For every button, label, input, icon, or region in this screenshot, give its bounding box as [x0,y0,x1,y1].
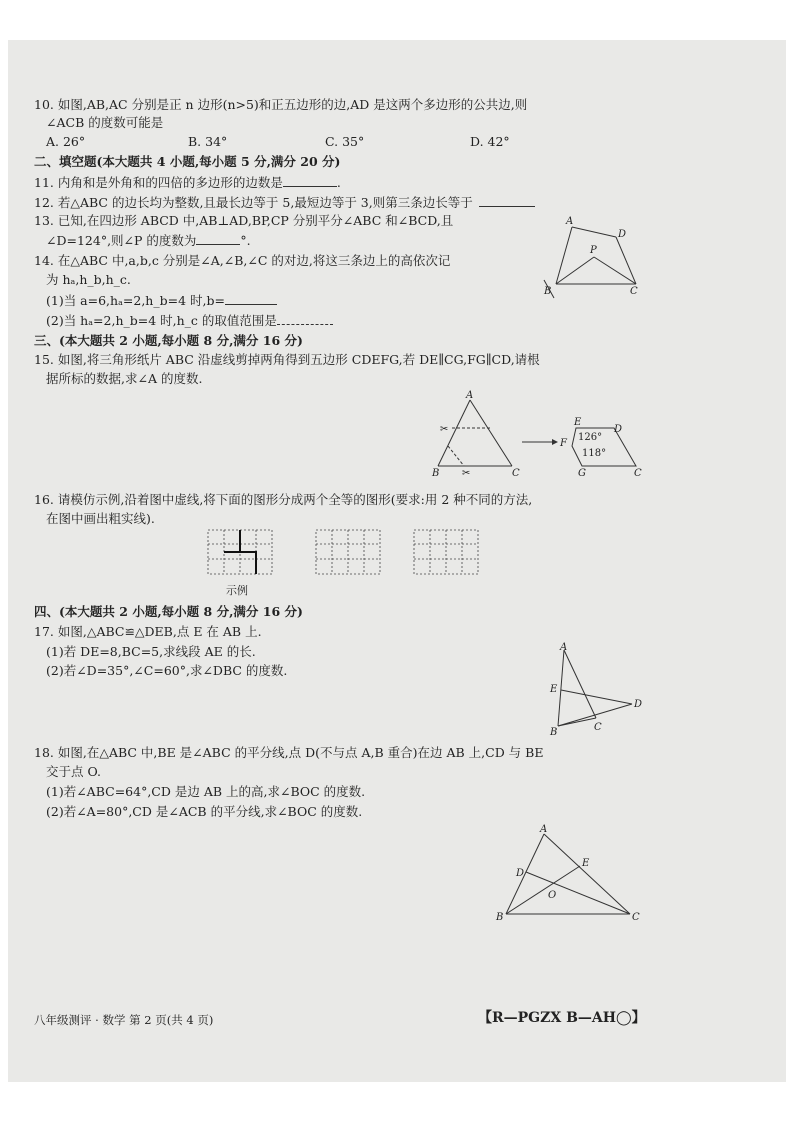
q16-line1: 16. 请模仿示例,沿着图中虚线,将下面的图形分成两个全等的图形(要求:用 2 种不同的方法, [34,492,533,507]
fig18-label-b: B [496,912,504,923]
q13-answer-blank[interactable] [196,232,240,245]
q14-part2-row [46,312,333,329]
fig18-label-d: D [516,868,525,879]
q10-option-a: A. 26° [46,134,86,149]
fig13-label-d: D [618,229,627,240]
q17-part2: (2)若∠D=35°,∠C=60°,求∠DBC 的度数. [46,663,288,678]
fig15-label-f: F [560,438,567,449]
section-header-3: 三、(本大题共 2 小题,每小题 8 分,满分 16 分) [34,333,303,348]
q18-line2: 交于点 O. [46,764,101,779]
q18-part2: (2)若∠A=80°,CD 是∠ACB 的平分线,求∠BOC 的度数. [46,804,363,819]
fig18-label-e: E [582,858,590,869]
q11-text: 11. 内角和是外角和的四倍的多边形的边数是 [34,175,283,190]
q12-text: 12. 若△ABC 的边长均为整数,且最长边等于 5,最短边等于 3,则第三条边长等于 [34,195,473,210]
q12 [34,194,535,211]
section-header-fill-in: 二、填空题(本大题共 4 小题,每小题 5 分,满分 20 分) [34,154,341,169]
q18-part1: (1)若∠ABC=64°,CD 是边 AB 上的高,求∠BOC 的度数. [46,784,366,799]
section-header-4: 四、(本大题共 2 小题,每小题 8 分,满分 16 分) [34,604,303,619]
figure-q13 [540,210,650,310]
fig13-label-b: B [544,286,552,297]
q12-answer-blank[interactable] [479,194,535,207]
q16-line2: 在图中画出粗实线). [46,511,155,526]
figure-q16-grids [200,526,490,582]
q10-option-c: C. 35° [325,134,365,149]
fig18-label-c: C [632,912,640,923]
fig17-label-d: D [634,699,643,710]
q14-line1: 14. 在△ABC 中,a,b,c 分别是∠A,∠B,∠C 的对边,将这三条边上的高依次记 [34,253,451,268]
fig18-label-o: O [548,890,557,901]
fig15-label-b: B [432,468,440,479]
q14-part2: (2)当 hₐ=2,h_b=4 时,h_c 的取值范围是 [46,313,277,328]
fig15-angle-126: 126° [578,432,603,443]
q13-end: °. [240,233,251,248]
fig15-label-d: D [614,424,623,435]
q13-line1: 13. 已知,在四边形 ABCD 中,AB⊥AD,BP,CP 分别平分∠ABC 和∠BCD,且 [34,213,454,228]
footer-page-info: 八年级测评 · 数学 第 2 页(共 4 页) [34,1013,214,1027]
q17-line1: 17. 如图,△ABC≌△DEB,点 E 在 AB 上. [34,624,262,639]
fig15-label-c: C [512,468,520,479]
figure-q18 [490,820,650,928]
answer-grid-2[interactable] [414,530,478,574]
fig17-label-a: A [560,642,568,653]
q10-line1: 10. 如图,AB,AC 分别是正 n 边形(n>5)和正五边形的边,AD 是这两个多边形的公共边,则 [34,97,528,112]
footer-code: 【R—PGZX B—AH◯】 [478,1010,646,1026]
fig17-label-e: E [550,684,558,695]
q14-part1-blank[interactable] [225,292,277,305]
arrow-right-icon [552,439,558,445]
scissors-icon-1: ✂ [440,424,449,435]
q14-line2: 为 hₐ,h_b,h_c. [46,272,131,287]
fig15-label-e: E [574,417,582,428]
figure-q15 [428,388,658,480]
q15-line1: 15. 如图,将三角形纸片 ABC 沿虚线剪掉两角得到五边形 CDEFG,若 DE∥CG,FG∥CD,请根 [34,352,540,367]
scissors-icon-2: ✂ [462,468,471,479]
q10-option-d: D. 42° [470,134,510,149]
q14-part1-row [46,292,277,309]
fig15-label-c2: C [634,468,642,479]
q10-option-b: B. 34° [188,134,228,149]
fig15-angle-118: 118° [582,448,607,459]
q16-example-caption: 示例 [226,584,248,597]
q15-line2: 据所标的数据,求∠A 的度数. [46,371,203,386]
q17-part1: (1)若 DE=8,BC=5,求线段 AE 的长. [46,644,256,659]
q11-end: . [336,175,341,190]
fig13-label-a: A [566,216,574,227]
fig18-label-a: A [540,824,548,835]
fig17-label-b: B [550,727,558,738]
q18-line1: 18. 如图,在△ABC 中,BE 是∠ABC 的平分线,点 D(不与点 A,B 重合)在边 AB 上,CD 与 BE [34,745,544,760]
fig15-label-a: A [466,390,474,401]
q11-answer-blank[interactable] [283,174,337,187]
q10-line2: ∠ACB 的度数可能是 [46,115,164,130]
fig15-label-g: G [578,468,586,479]
q13-line2: ∠D=124°,则∠P 的度数为 [46,233,197,248]
fig17-label-c: C [594,722,602,733]
answer-grid-1[interactable] [316,530,380,574]
q14-part1: (1)当 a=6,hₐ=2,h_b=4 时,b= [46,293,225,308]
fig13-label-p: P [590,245,597,256]
q14-part2-blank[interactable] [277,312,333,325]
fig13-label-c: C [630,286,638,297]
q13-line2-row [46,232,251,249]
figure-q17 [540,640,652,740]
q11 [34,174,341,191]
